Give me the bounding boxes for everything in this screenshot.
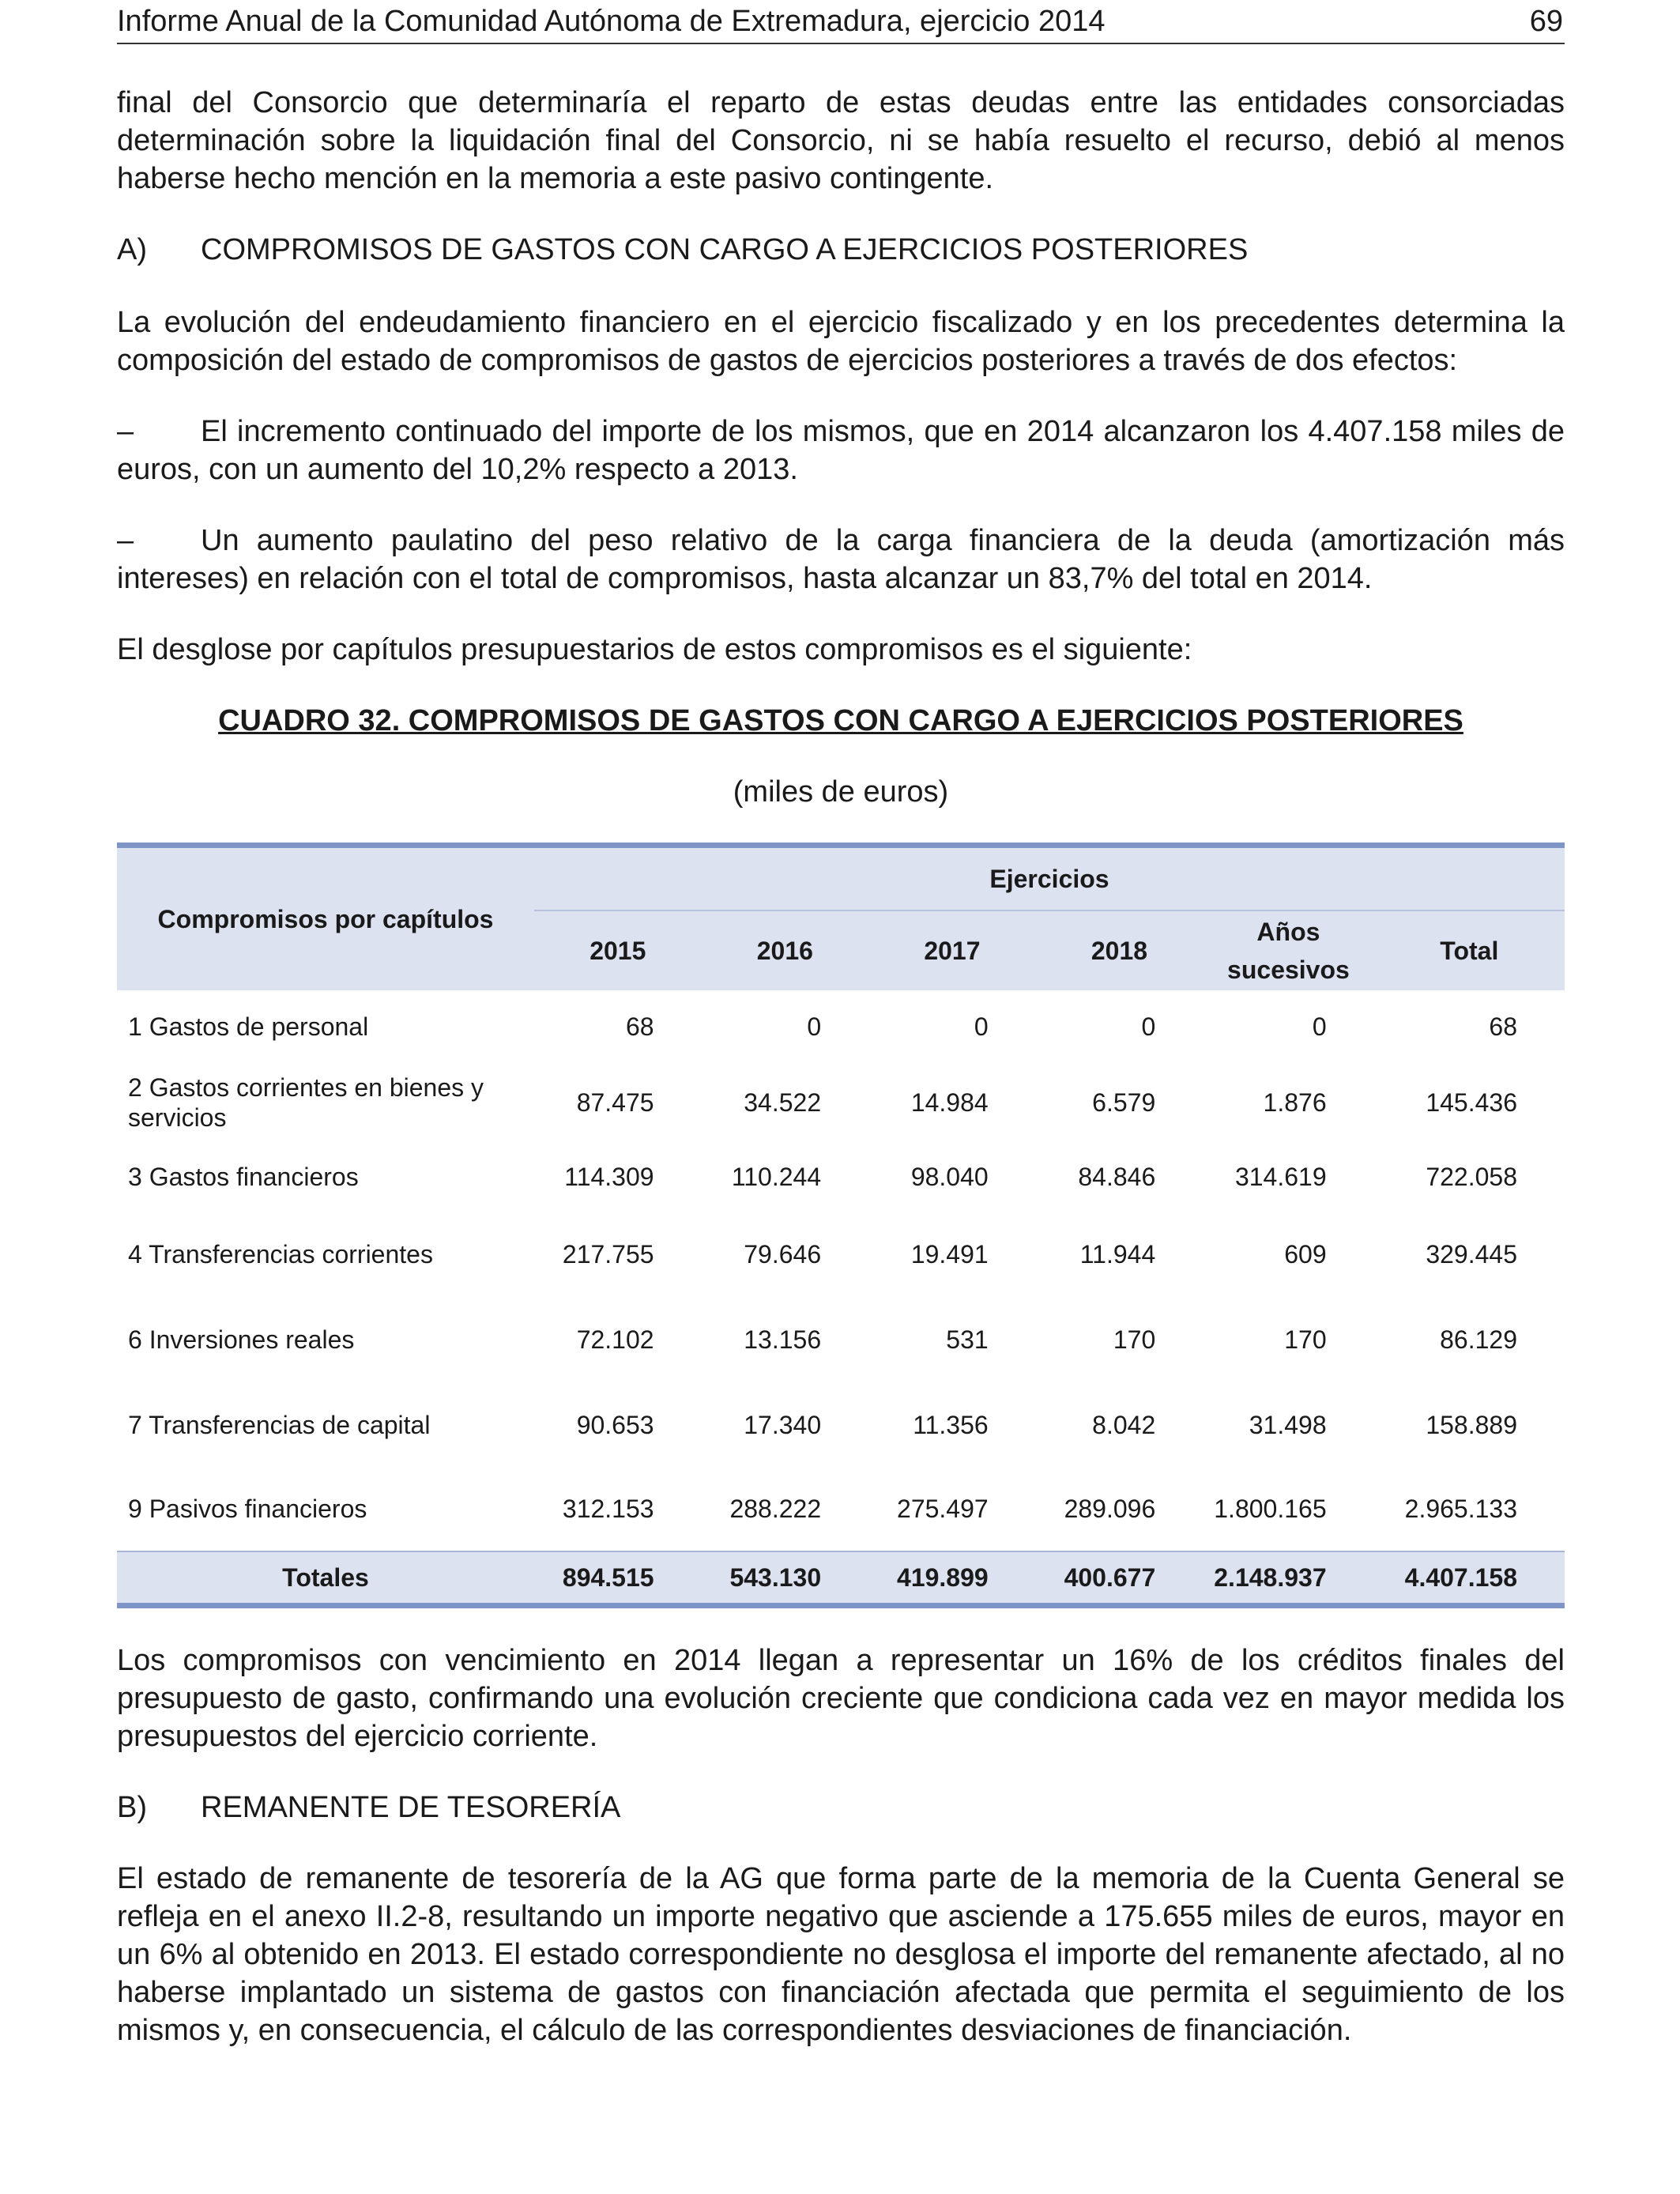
row-header-label: Compromisos por capítulos: [117, 846, 534, 990]
cell-value: 114.309: [564, 1162, 654, 1191]
total-value: 894.515: [534, 1551, 702, 1606]
section-a-letter: A): [117, 233, 147, 266]
cell-value: 289.096: [1064, 1495, 1156, 1523]
table-row: [117, 990, 1565, 1063]
document-body: [117, 84, 1565, 2049]
bullet-dash: –: [117, 415, 134, 448]
totals-label: Totales: [117, 1551, 534, 1606]
row-name: 4 Transferencias corrientes: [128, 1239, 433, 1269]
cell-value: 11.356: [913, 1410, 989, 1439]
paragraph-vencimiento: Los compromisos con vencimiento en 2014 llegan a representar un 16% de los créditos finales del presupuesto de gasto, confirmando una evolución creciente que condiciona cada vez en mayor medida los presupuestos del ejercicio corriente.: [117, 1643, 1565, 1753]
cell-value: 72.102: [576, 1325, 654, 1354]
group-header-ejercicios: Ejercicios: [534, 846, 1565, 910]
cell-value: 90.653: [576, 1410, 654, 1439]
cell-value: 170: [1113, 1325, 1156, 1354]
cell-value: 8.042: [1092, 1410, 1156, 1439]
cell-value: 217.755: [562, 1239, 654, 1269]
paragraph-desglose: El desglose por capítulos presupuestarios de estos compromisos es el siguiente:: [117, 633, 1192, 666]
row-name: 1 Gastos de personal: [128, 1012, 369, 1041]
section-b-letter: B): [117, 1790, 147, 1824]
table-row: [117, 1142, 1565, 1212]
cell-value: 1.800.165: [1214, 1495, 1327, 1523]
column-header: 2016: [702, 910, 869, 990]
row-name: 3 Gastos financieros: [128, 1162, 359, 1191]
column-header: 2018: [1036, 910, 1203, 990]
cell-value: 98.040: [910, 1162, 989, 1191]
table-row: [117, 1382, 1565, 1468]
cell-value: 68: [625, 1012, 654, 1041]
cell-value: 68: [1489, 1012, 1517, 1041]
bullet-incremento: [117, 413, 1565, 488]
section-heading-a: [117, 231, 1565, 269]
cell-value: 329.445: [1426, 1239, 1517, 1269]
cell-value: 0: [1141, 1012, 1156, 1041]
table-title: CUADRO 32. COMPROMISOS DE GASTOS CON CARGO A EJERCICIOS POSTERIORES: [218, 704, 1463, 737]
header-title: Informe Anual de la Comunidad Autónoma de Extremadura, ejercicio 2014: [117, 5, 1106, 38]
row-name: 6 Inversiones reales: [128, 1325, 355, 1354]
cell-value: 288.222: [729, 1495, 822, 1523]
bullet-dash: –: [117, 524, 134, 557]
cell-value: 314.619: [1234, 1162, 1327, 1191]
bullet-aumento-text: Un aumento paulatino del peso relativo de la carga financiera de la deuda (amortización más intereses) en relación con el total de compromisos, hasta alcanzar un 83,7% del total en 2014.: [117, 524, 1565, 595]
cell-value: 14.984: [910, 1088, 989, 1117]
cell-value: 145.436: [1426, 1088, 1517, 1117]
cell-value: 2.965.133: [1404, 1495, 1517, 1523]
cell-value: 158.889: [1426, 1410, 1517, 1439]
total-value: 4.407.158: [1374, 1551, 1565, 1606]
table-row: [117, 1063, 1565, 1142]
cell-value: 110.244: [731, 1162, 822, 1191]
paragraph-remanente: El estado de remanente de tesorería de la AG que forma parte de la memoria de la Cuenta General se refleja en el anexo II.2-8, resultando un importe negativo que asciende a 175.655 miles de euros, mayor en un 6% al obtenido en 2013. El estado correspondiente no desglosa el importe del remanente afectado, al no haberse implantado un sistema de gastos con financiación afectada que permita el seguimiento de los mismos y, en consecuencia, el cálculo de las correspondientes desviaciones de financiación.: [117, 1861, 1565, 2047]
column-header: Años sucesivos: [1203, 910, 1373, 990]
total-value: 419.899: [868, 1551, 1036, 1606]
total-value: 543.130: [702, 1551, 869, 1606]
cell-value: 0: [974, 1012, 989, 1041]
cell-value: 312.153: [562, 1495, 654, 1523]
cell-value: 275.497: [897, 1495, 989, 1523]
cell-value: 1.876: [1263, 1088, 1327, 1117]
cell-value: 34.522: [744, 1088, 822, 1117]
row-name: 2 Gastos corrientes en bienes y servicios: [128, 1072, 484, 1132]
cell-value: 0: [1312, 1012, 1327, 1041]
cell-value: 531: [946, 1325, 989, 1354]
table-row: [117, 1468, 1565, 1551]
cell-value: 170: [1284, 1325, 1327, 1354]
compromisos-table: [117, 843, 1565, 1608]
column-header: 2015: [534, 910, 702, 990]
row-name: 9 Pasivos financieros: [128, 1495, 367, 1523]
table-units: (miles de euros): [733, 775, 949, 809]
table-row: [117, 1212, 1565, 1297]
column-header: 2017: [868, 910, 1036, 990]
cell-value: 19.491: [910, 1239, 989, 1269]
total-value: 400.677: [1036, 1551, 1203, 1606]
bullet-aumento: [117, 522, 1565, 598]
paragraph-consorcio: final del Consorcio que determinaría el reparto de estas deudas entre las entidades consorciadas determinación sobre la liquidación final del Consorcio, ni se había resuelto el recurso, debió al menos haberse hecho mención en la memoria a este pasivo contingente.: [117, 86, 1565, 195]
section-b-title: REMANENTE DE TESORERÍA: [201, 1790, 621, 1824]
cell-value: 17.340: [744, 1410, 822, 1439]
row-name: 7 Transferencias de capital: [128, 1410, 431, 1439]
cell-value: 86.129: [1440, 1325, 1517, 1354]
cell-value: 11.944: [1079, 1239, 1156, 1269]
paragraph-evolucion: La evolución del endeudamiento financiero en el ejercicio fiscalizado y en los precedentes determina la composición del estado de compromisos de gastos de ejercicios posteriores a través de dos efectos:: [117, 306, 1565, 377]
section-heading-b: [117, 1789, 1565, 1826]
table-row: [117, 1297, 1565, 1382]
total-value: 2.148.937: [1203, 1551, 1373, 1606]
cell-value: 13.156: [744, 1325, 822, 1354]
cell-value: 31.498: [1249, 1410, 1327, 1439]
table-header-row: [117, 846, 1565, 910]
cell-value: 6.579: [1092, 1088, 1156, 1117]
section-a-title: COMPROMISOS DE GASTOS CON CARGO A EJERCICIOS POSTERIORES: [201, 233, 1249, 266]
cell-value: 609: [1284, 1239, 1327, 1269]
cell-value: 87.475: [576, 1088, 654, 1117]
page-header: [117, 0, 1565, 44]
page-number: 69: [1529, 5, 1563, 38]
cell-value: 84.846: [1078, 1162, 1156, 1191]
cell-value: 722.058: [1426, 1162, 1517, 1191]
cell-value: 0: [807, 1012, 822, 1041]
column-header: Total: [1374, 910, 1565, 990]
totals-row: [117, 1551, 1565, 1606]
cell-value: 79.646: [744, 1239, 822, 1269]
bullet-incremento-text: El incremento continuado del importe de los mismos, que en 2014 alcanzaron los 4.407.158 miles de euros, con un aumento del 10,2% respecto a 2013.: [117, 415, 1565, 486]
